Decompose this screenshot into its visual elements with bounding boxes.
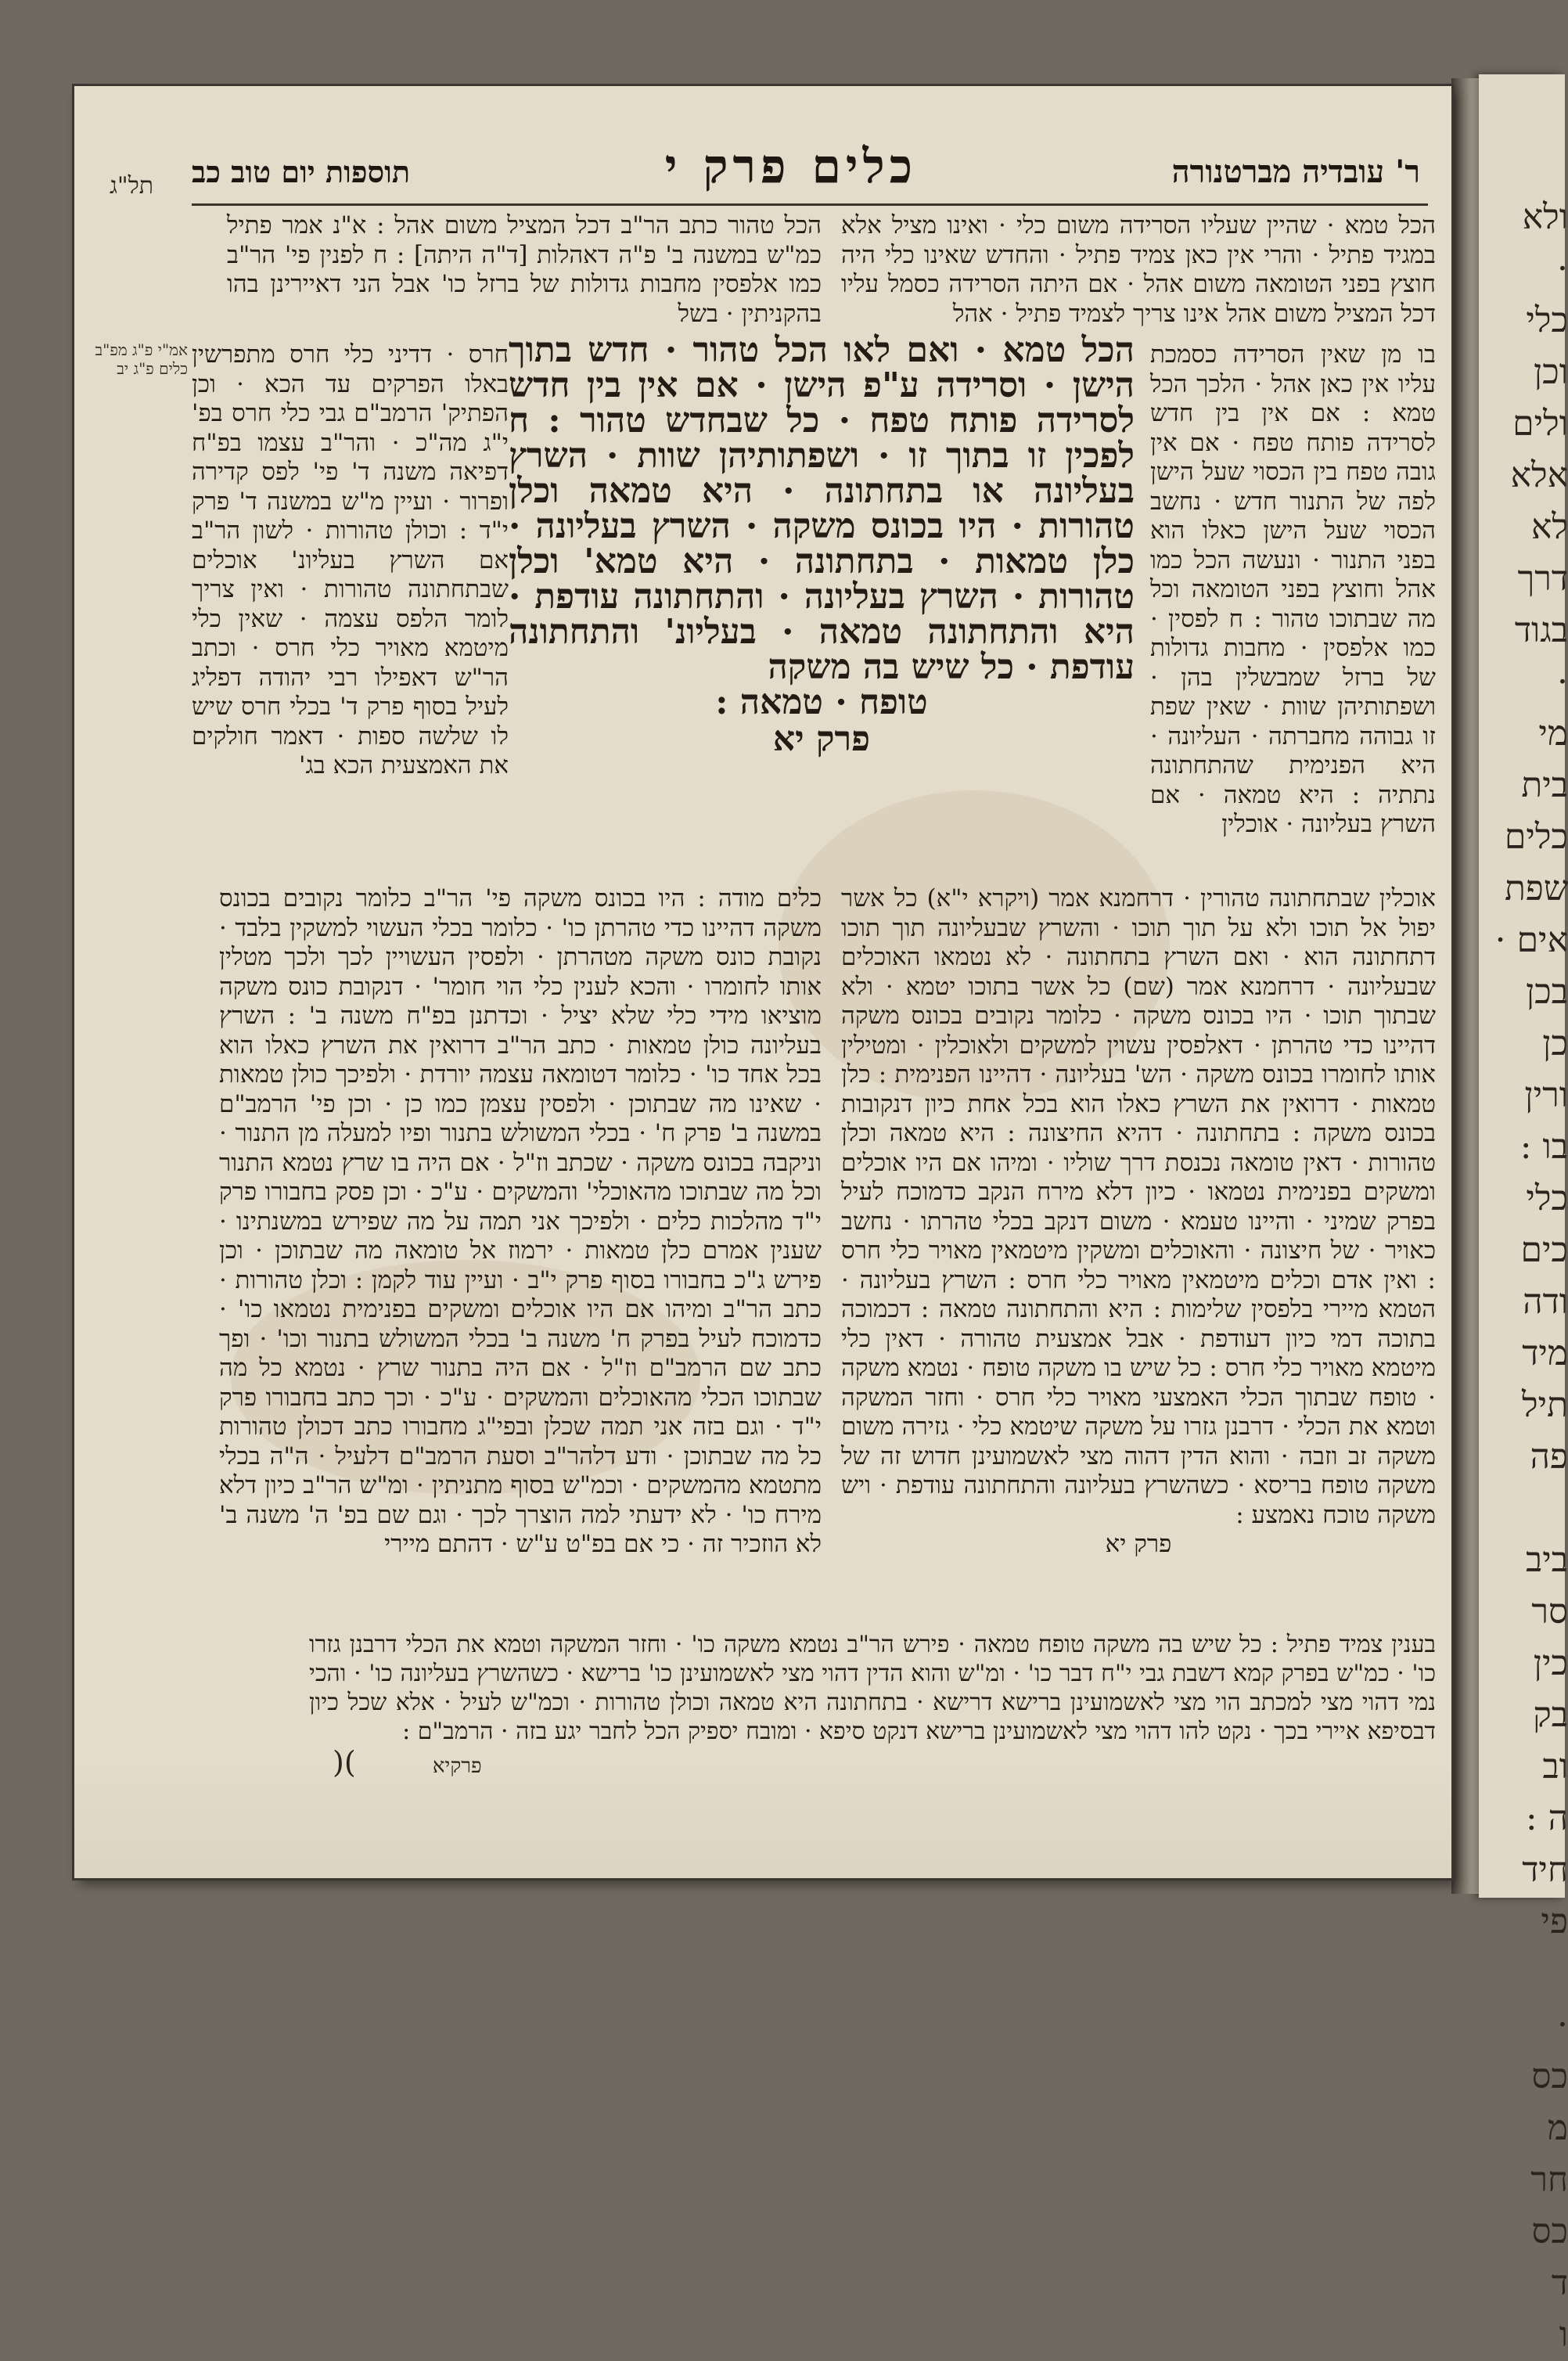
bartenura-bottom xyxy=(841,884,1436,1560)
facing-page xyxy=(1479,74,1568,2355)
header-tractate-chapter: כלים פרק י xyxy=(664,139,918,194)
catchword-line xyxy=(333,1745,482,1780)
book-page xyxy=(74,86,1451,1878)
mishnah-text-block xyxy=(509,330,1135,759)
mishnah-tail: טופח · טמאה : xyxy=(715,682,928,722)
bartenura-middle: בו מן שאין הסרידה כסמכת עליו אין כאן אהל · הלכך הכל טמא : אם אין בין חדש לסרידה פותח טפח · אם אין גובה טפח בין הכסוי שעל הישן לפה של התנור חדש · נחשב הכסוי שעל הישן כאלו הוא בפני התנור · ונעשה הכל כמו אהל וחוצץ בפני הטומאה וכל מה שבתוכו טהור : ח לפסין · כמו אלפסין · מחבות גדולות של ברזל שמבשלין בהן · ושפתותיהן שוות · שאין שפת זו גבוהה מחברתה · העליונה · היא הפנימית שהתחתונה נתתיה : היא טמאה · אם השרץ בעליונה · אוכלין xyxy=(1150,340,1436,838)
tosafot-bottom-text: כלים מודה : היו בכונס משקה פי' הר"ב כלומר נקובים בכונס משקה דהיינו כדי טהרתן כו' · כלומר בכלי העשוי למשקין בלבד · נקובת כונס משקה מטהרתן · ולפסין העשויין לכך ולכך מטלין אותו לחומרו · והכא לענין כלי הוי חומר' · דנקובת כונס משקה מוציאו מידי כלי שלא יציל · וכדתנן בפ"ח משנה ב' : השרץ בעליונה כולן טמאות · כתב הר"ב דרואין את השרץ כאלו הוא בכל אחד כו' · כלומר דטומאה עצמה יורדת · ולפיכך כולן טמאות · שאינו מה שבתוכן · ולפסין עצמן כמו כן · וכן פי' הרמב"ם במשנה ב' פרק ח' · בכלי המשולש בתנור ופיו למעלה מן התנור · וניקבה בכונס משקה · שכתב וז"ל · אם היה בו שרץ נטמא התנור וכל מה שבתוכו מהאוכלי' והמשקים · ע"כ · וכן פסק בחבורו פרק י"ד מהלכות כלים · ולפיכך אני תמה על מה שפירש במשנתינו · שענין אמרם כלן טמאות · ירמוז אל טומאה מה שבתוכן · וכן פירש ג"כ בחבורו בסוף פרק י"ב · ועיין עוד לקמן : וכלן טהורות · כתב הר"ב ומיהו אם היו אוכלים ומשקים בפנימית נטמאו כו' · כדמוכח לעיל בפרק ח' משנה ב' בכלי המשולש בתנור וכו' · ופך כתב שם הרמב"ם וז"ל · אם היה בתנור שרץ · נטמא כל מה שבתוכו הכלי מהאוכלים והמשקים · ע"כ · וכך כתב בחבורו פרק י"ד · וגם בזה אני תמה שכלן ובפי"ג מחבורו כתב דכולן טהורות כל מה שבתוכן · ודע דלהר"ב וסעת הרמב"ם דלעיל · ה"ה בכלי מתטמא מהמשקים · וכמ"ש בסוף מתניתין · ומ"ש הר"ב כיון דלא מירח כו' · לא ידעתי למה הוצרך לכך · וגם שם בפ' ה' משנה ב' לא הוזכיר זה · כי אם בפ"ט ע"ש · דהתם מיירי xyxy=(219,884,822,1558)
footer-note: בענין צמיד פתיל : כל שיש בה משקה טופח טמאה · פירש הר"ב נטמא משקה כו' · וחזר המשקה וטמא את הכלי דרבנן גזרו כו' · כמ"ש בפרק קמא דשבת גבי י"ח דבר כו' · ומ"ש והוא הדין דהוי מצי לאשמועינן כו' ברישא · כשהשרץ בעליונה כו' · והכי נמי דהוי מצי למכתב הוי מצי לאשמועינן ברישא דרישא · בתחתונה היא טמאה וכולן טהורות · וכמ"ש לעיל · אלא שכל כיון דבסיפא איירי בכך · נקט להו דהוי מצי לאשמועינן ברישא דנקט סיפא · ומובח יספיק הכל לחבר יגע בזה · הרמב"ם : xyxy=(309,1631,1437,1745)
margin-notes: אמ"י פ"ג מפ"ב כלים פ"ג יב xyxy=(95,340,188,378)
mishnah-text: הכל טמא · ואם לאו הכל טהור · חדש בתוך הישן · וסרידה ע"פ הישן · אם אין בין חדש לסרידה פותח טפח · כל שבחדש טהור : ח לפכין זו בתוך זו · ושפתותיהן שוות · השרץ בעליונה או בתחתונה · היא טמאה וכלן טהורות · היו בכונס משקה · השרץ בעליונה · כלן טמאות · בתחתונה · היא טמא' וכלן טהורות · השרץ בעליונה · והתחתונה עודפת · היא והתחתונה טמאה · בעליונ' והתחתונה עודפת · כל שיש בה משקה xyxy=(509,330,1135,687)
catchword: פרקיא xyxy=(432,1755,482,1778)
tosafot-bottom xyxy=(219,884,822,1560)
running-header xyxy=(192,139,1420,202)
mishnah-chapter-heading: פרק יא xyxy=(772,719,871,759)
book-gutter xyxy=(1451,78,1479,1894)
header-commentary-title: ר' עובדיה מברטנורה xyxy=(1171,153,1420,190)
bottom-margin xyxy=(74,1761,1451,1878)
header-rule xyxy=(192,203,1428,206)
tosafot-top: הכל טהור כתב הר"ב דכל המציל משום אהל : א"נ אמר פתיל כמ"ש במשנה ב' פ"ה דאהלות [ד"ה היתה] : ח לפנין פי' הר"ב כמו אלפסין מחבות גדולות של ברזל כו' אבל הני דאיירינן בהו בהקניתין · בשל xyxy=(227,211,822,328)
tosafot-middle: חרס · דדיני כלי חרס מתפרשין באלו הפרקים עד הכא · וכן הפתיק' הרמב"ם גבי כלי חרס בפ' י"ג מה"כ · והר"ב עצמו בפ"ח דפיאה משנה ד' פי' לפס קדירה ופרור · ועיין מ"ש במשנה ד' פרק י"ד : וכולן טהורות · לשון הר"ב אם השרץ בעליונ' אוכלים שבתחתונה טהורות · ואין צריך לומר הלפס עצמה · שאין כלי מיטמא מאויר כלי חרס · וכתב הר"ש דאפילו רבי יהודה דפליג לעיל בסוף פרק ד' בכלי חרס שיש לו שלשה ספות · דאמר חולקים את האמצעית הכא בג' xyxy=(192,340,509,779)
header-tosafot-title: תוספות יום טוב כב xyxy=(192,154,411,189)
bartenura-bottom-text: אוכלין שבתחתונה טהורין · דרחמנא אמר (ויקרא י"א) כל אשר יפול אל תוכו ולא על תוך תוכו · והשרץ שבעליונה תוך תוכו דתחתונה הוא · ואם השרץ בתחתונה · לא נטמאו האוכלים שבעליונה · דרחמנא אמר (שם) כל אשר בתוכו יטמא · ולא שבתוך תוכו · היו בכונס משקה · כלומר נקובים בכונס משקה דהיינו כדי טהרתן · דאלפסין עשוין למשקים ולאוכלין · ומטילין אותו לחומרו בכונס משקה · הש' בעליונה · דהיינו הפנימית : כלן טמאות · דרואין את השרץ כאלו הוא בכל אחת כיון דנקובות בכונס משקה : בתחתונה · דהיא החיצונה : היא טמאה וכלן טהורות · דאין טומאה נכנסת דרך שוליו · ומיהו אם היו אוכלים ומשקים בפנימית נטמאו · כיון דלא מירח הנקב כדמוכח לעיל בפרק שמיני · והיינו טעמא · משום דנקב בכלי טהרתו · נחשב כאויר · של חיצונה · והאוכלים ומשקין מיטמאין מאויר כלי חרס : ואין אדם וכלים מיטמאין מאויר כלי חרס : השרץ בעליונה · הטמא מיירי בלפסין שלימות : היא והתחתונה טמאה : דכמוכה בתוכה דמי כיון דעודפת · אבל אמצעית טהורה · דאין כלי מיטמא מאויר כלי חרס : כל שיש בו משקה טופח · נטמא משקה · טופח שבתוך הכלי האמצעי מאויר כלי חרס · וחזר המשקה וטמא את הכלי · דרבנן גזרו על משקה שיטמא כלי · גזירה משום משקה זב וזבה · והוא הדין דהוה מצי לאשמועינן חדוש זה של משקה טופח בריסא · כשהשרץ בעליונה והתחתונה עודפת · ויש משקה טוכח נאמצע : xyxy=(841,884,1436,1529)
bartenura-chapter-end: פרק יא xyxy=(1105,1530,1172,1558)
facing-page-text: ולא · כלי וכן ולים אלא לא דרך בגוד · מי בית כלים שפת אים · בכן כן ורין בו : כלי כים ודה מיד תיל פה ביב סר כין בק וב ה : חיד פי · כס מ חר כס ד ו xyxy=(1494,197,1568,2355)
bracket-ornament: )( xyxy=(333,1745,356,1780)
bartenura-top: הכל טמא · שהיין שעליו הסרידה משום כלי · ואינו מציל אלא במגיד פתיל · והרי אין כאן צמיד פתיל · והחדש שאינו כלי היה חוצץ בפני הטומאה משום אהל · אם היתה הסרידה כסמל עליו דכל המציל משום אהל אינו צריך לצמיד פתיל · אהל xyxy=(841,211,1436,328)
folio-number: תל"ג xyxy=(110,172,154,200)
